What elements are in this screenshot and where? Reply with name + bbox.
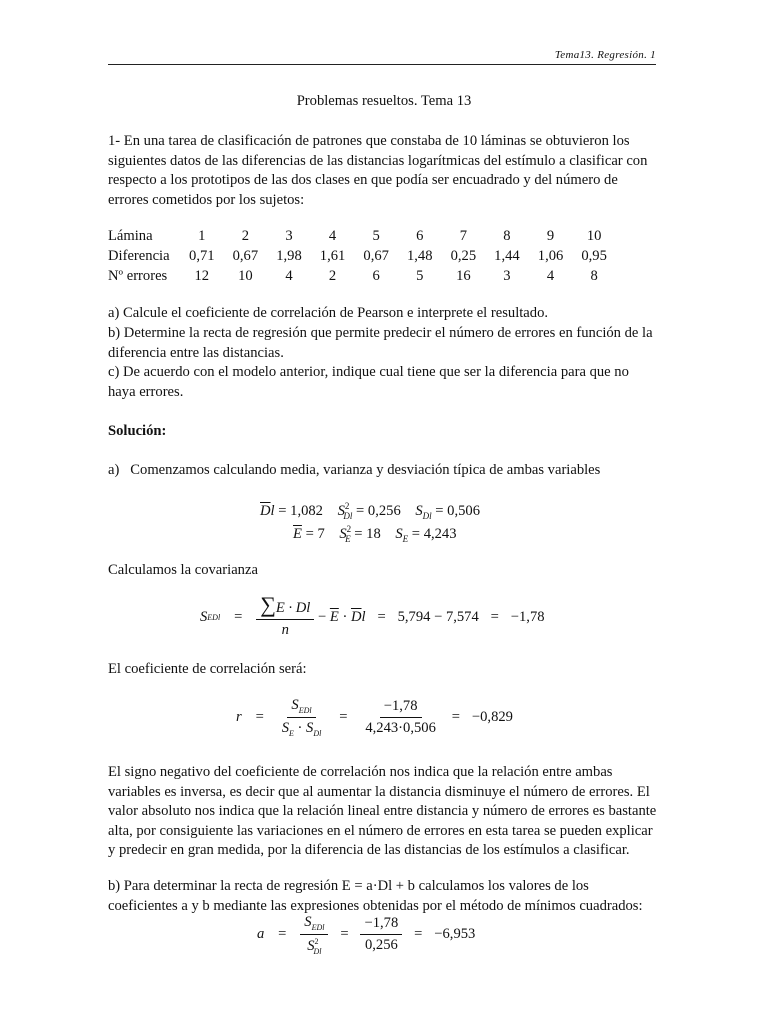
table-cell: 0,71: [189, 247, 215, 264]
table-row-label: Nº errores: [108, 267, 168, 284]
table-cell: 0,25: [450, 247, 477, 264]
table-cell: 3: [285, 227, 293, 244]
data-table: [108, 226, 616, 286]
table-cell: 0,95: [581, 247, 607, 264]
problem-intro: 1- En una tarea de clasificación de patrones que constaba de 10 láminas se obtuvieron los siguientes datos de las diferencias de las distancias logarítmicas del estímulo a clasificar con respecto a los prototipos de las dos clases en que podía ser encuadrado y del número de errores cometidos por los sujetos:: [108, 133, 648, 208]
table-cell: 1,06: [537, 247, 564, 264]
table-cell: 5: [372, 227, 380, 244]
solution-heading: Solución:: [108, 423, 167, 439]
table-cell: 8: [590, 267, 598, 284]
table-cell: 10: [238, 267, 253, 284]
table-row-label: Lámina: [108, 227, 153, 244]
table-cell: 9: [546, 227, 555, 244]
question-a: a) Calcule el coeficiente de correlación de Pearson e interprete el resultado.: [108, 305, 549, 321]
table-cell: 4: [328, 227, 337, 244]
covariance-formula: S EDl = $\frac{\sum E \cdot Dl}{n}$ − $\overline{E} \cdot \overline{D}l$ = 5,794 − 7,574 = −1,78: [200, 592, 545, 638]
table-cell: 3: [503, 267, 511, 284]
table-row: [108, 246, 616, 266]
correlation-formula: r = $\frac{S_{EDl}}{S_E \cdot S_{Dl}}$ = $\frac{-1,78}{4,243\cdot 0,506}$ = −0,829: [236, 697, 513, 738]
slope-formula: a = $\frac{S_{EDl}}{S^2_{Dl}}$ = $\frac{-1,78}{0,256}$ = −6,953: [257, 914, 476, 956]
table-cell: 0,67: [232, 247, 259, 264]
table-cell: 1,48: [406, 247, 433, 264]
table-cell: 7: [459, 227, 467, 244]
table-cell: 2: [241, 227, 250, 244]
step-a-text: a) Comenzamos calculando media, varianza y desviación típica de ambas variables: [108, 462, 601, 478]
table-cell: 6: [416, 227, 424, 244]
interpretation-text: El signo negativo del coeficiente de correlación nos indica que la relación entre ambas variables es inversa, es decir que al aumentar la distancia disminuye el número de errores. El valor absoluto nos indica que la relación lineal entre distancia y número de errores es bastante alta, por consiguiente las variaciones en el número de errores en esta tarea se pueden explicar y predecir en gran medida, por la diferencia de las distancias de los estímulos a clasificar.: [108, 764, 657, 858]
correlation-label: El coeficiente de correlación será:: [108, 661, 307, 677]
step-b-text: b) Para determinar la recta de regresión E = a·Dl + b calculamos los valores de los coeficientes a y b mediante las expresiones obtenidas por el método de mínimos cuadrados:: [108, 878, 643, 914]
stats-dl: $\overline{D}l = 1,082$ $S^2_{Dl} = 0,256$ $S_{Dl} = 0,506$: [260, 501, 481, 521]
table-cell: 1: [198, 227, 206, 244]
table-cell: 16: [456, 267, 471, 284]
question-c: c) De acuerdo con el modelo anterior, indique cual tiene que ser la diferencia para que no haya errores.: [108, 364, 629, 400]
page-header: Tema13. Regresión. 1: [554, 49, 656, 61]
header-rule: [108, 64, 656, 65]
table-cell: 4: [285, 267, 293, 284]
table-cell: 8: [503, 227, 511, 244]
table-row-label: Diferencia: [108, 247, 170, 264]
table-cell: 2: [328, 267, 337, 284]
question-b: b) Determine la recta de regresión que permite predecir el número de errores en función de la diferencia entre las distancias.: [108, 325, 653, 361]
table-cell: 4: [546, 267, 555, 284]
table-row: [108, 266, 616, 286]
table-cell: 1,61: [319, 247, 346, 264]
table-cell: 12: [194, 267, 210, 284]
covariance-label: Calculamos la covarianza: [108, 562, 258, 578]
table-cell: 1,98: [276, 247, 302, 264]
table-cell: 1,44: [494, 247, 520, 264]
table-cell: 6: [372, 267, 380, 284]
table-cell: 5: [416, 267, 424, 284]
table-cell: 10: [586, 227, 602, 244]
stats-e: $\overline{E} = 7$ $S^2_E = 18$ $S_E = 4,243$: [293, 524, 457, 544]
page-title: Problemas resueltos. Tema 13: [296, 93, 472, 109]
table-row: [108, 226, 616, 246]
table-cell: 0,67: [363, 247, 389, 264]
